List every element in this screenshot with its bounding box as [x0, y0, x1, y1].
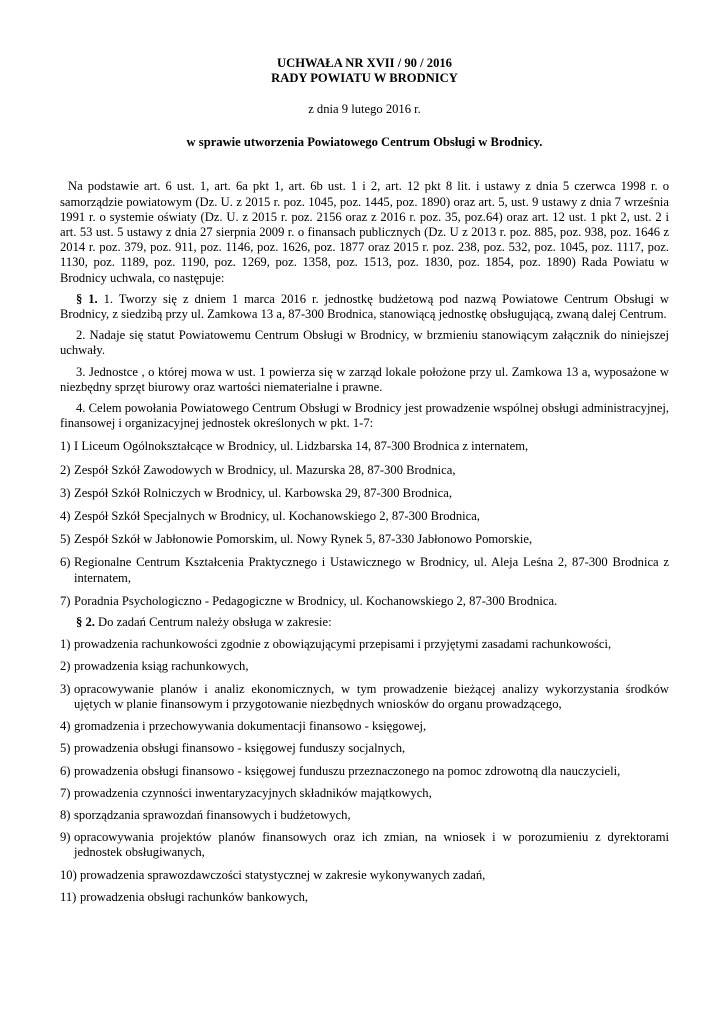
list-item-number: 7)	[60, 593, 71, 608]
list-item-text: prowadzenia obsługi finansowo - księgowej funduszu przeznaczonego na pomoc zdrowotną dla nauczycieli,	[74, 763, 621, 778]
list-item-text: Zespół Szkół Rolniczych w Brodnicy, ul. Karbowska 29, 87-300 Brodnica,	[74, 485, 452, 500]
list-item-text: prowadzenia sprawozdawczości statystycznej w zakresie wykonywanych zadań,	[80, 867, 486, 882]
list-item-text: prowadzenia ksiąg rachunkowych,	[74, 659, 249, 674]
list-item-number: 3)	[60, 681, 71, 696]
list-item-number: 6)	[60, 555, 71, 570]
list-item-number: 4)	[60, 509, 71, 524]
list-item	[60, 532, 669, 547]
list-item-text: Zespół Szkół Zawodowych w Brodnicy, ul. Mazurska 28, 87-300 Brodnica,	[74, 462, 456, 477]
list-item	[60, 868, 669, 883]
list-item	[60, 786, 669, 801]
section-1-mark: § 1.	[76, 291, 98, 306]
list-item-text: opracowywanie planów i analiz ekonomicznych, w tym prowadzenie bieżącej analizy wykorzystania środków ujętych w planie finansowym i przygotowanie niezbędnych wniosków do organu prowadzącego,	[74, 681, 669, 711]
list-item	[60, 509, 669, 524]
list-item	[60, 830, 669, 860]
section-1-paragraph-1-text: 1. Tworzy się z dniem 1 marca 2016 r. jednostkę budżetową pod nazwą Powiatowe Centrum Obsługi w Brodnicy, z siedzibą przy ul. Zamkowa 13 a, 87-300 Brodnica, stanowiącą jednostkę obsługującą, zwaną dalej Centrum.	[60, 291, 670, 322]
list-item-number: 1)	[60, 439, 71, 454]
list-item	[60, 890, 669, 905]
section-2-intro-text: Do zadań Centrum należy obsługa w zakresie:	[94, 615, 332, 630]
section-2-paragraph	[60, 615, 669, 630]
list-item	[60, 555, 669, 585]
list-item	[60, 659, 669, 674]
list-item-text: prowadzenia obsługi rachunków bankowych,	[80, 889, 309, 904]
resolution-number: UCHWAŁA NR XVII / 90 / 2016	[277, 56, 452, 70]
list-item-text: sporządzania sprawozdań finansowych i budżetowych,	[74, 807, 351, 822]
list-item-number: 7)	[60, 785, 71, 800]
list-item	[60, 594, 669, 609]
list-item-number: 8)	[60, 807, 71, 822]
list-item-text: Zespół Szkół w Jabłonowie Pomorskim, ul. Nowy Rynek 5, 87-330 Jabłonowo Pomorskie,	[74, 532, 533, 547]
list-item-text: prowadzenia obsługi finansowo - księgowej funduszy socjalnych,	[74, 741, 406, 756]
list-item-text: Zespół Szkół Specjalnych w Brodnicy, ul. Kochanowskiego 2, 87-300 Brodnica,	[74, 509, 480, 524]
list-item	[60, 719, 669, 734]
list-item-number: 10)	[60, 867, 77, 882]
list-item-text: prowadzenia czynności inwentaryzacyjnych składników majątkowych,	[74, 785, 432, 800]
list-item	[60, 486, 669, 501]
list-item-number: 4)	[60, 719, 71, 734]
section-1-paragraph-1	[60, 292, 669, 322]
list-item-number: 2)	[60, 462, 71, 477]
tasks-list	[60, 637, 669, 905]
list-item	[60, 463, 669, 478]
list-item-text: Poradnia Psychologiczno - Pedagogiczne w Brodnicy, ul. Kochanowskiego 2, 87-300 Brodnica.	[74, 593, 558, 608]
list-item-text: opracowywania projektów planów finansowych oraz ich zmian, na wniosek i w porozumieniu z dyrektorami jednostek obsługiwanych,	[74, 830, 669, 860]
list-item-number: 5)	[60, 741, 71, 756]
list-item-text: gromadzenia i przechowywania dokumentacji finansowo - księgowej,	[74, 719, 427, 734]
list-item-number: 6)	[60, 763, 71, 778]
list-item-number: 11)	[60, 889, 77, 904]
section-1-paragraph-4: 4. Celem powołania Powiatowego Centrum Obsługi w Brodnicy jest prowadzenie wspólnej obsługi administracyjnej, finansowej i organizacyjnej jednostek określonych w pkt. 1-7:	[60, 401, 669, 431]
list-item	[60, 439, 669, 454]
list-item-number: 3)	[60, 485, 71, 500]
list-item-text: Regionalne Centrum Kształcenia Praktycznego i Ustawicznego w Brodnicy, ul. Aleja Leśna 2, 87-300 Brodnica z internatem,	[74, 555, 669, 585]
section-1-paragraph-2: 2. Nadaje się statut Powiatowemu Centrum Obsługi w Brodnicy, w brzmieniu stanowiącym załącznik do niniejszej uchwały.	[60, 328, 669, 358]
list-item-number: 5)	[60, 532, 71, 547]
list-item-number: 9)	[60, 830, 71, 845]
list-item	[60, 637, 669, 652]
resolution-title	[60, 56, 669, 86]
section-2-mark: § 2.	[76, 615, 95, 630]
list-item-number: 1)	[60, 637, 71, 652]
list-item-text: I Liceum Ogólnokształcące w Brodnicy, ul. Lidzbarska 14, 87-300 Brodnica z internatem,	[74, 439, 529, 454]
list-item	[60, 764, 669, 779]
resolution-date: z dnia 9 lutego 2016 r.	[308, 102, 421, 116]
served-units-list	[60, 439, 669, 609]
council-name: RADY POWIATU W BRODNICY	[271, 71, 458, 85]
list-item	[60, 808, 669, 823]
section-1-paragraph-3: 3. Jednostce , o której mowa w ust. 1 powierza się w zarząd lokale położone przy ul. Zamkowa 13 a, wyposażone w niezbędny sprzęt biurowy oraz wartości niematerialne i prawne.	[60, 364, 669, 394]
list-item	[60, 741, 669, 756]
legal-basis-paragraph: Na podstawie art. 6 ust. 1, art. 6a pkt 1, art. 6b ust. 1 i 2, art. 12 pkt 8 lit. i ustawy z dnia 5 czerwca 1998 r. o samorządzie powiatowym (Dz. U. z 2015 r. poz. 1045, poz. 1445, poz. 1890) oraz art. 5, ust. 9 ustawy z dnia 7 września 1991 r. o systemie oświaty (Dz. U. z 2015 r. poz. 2156 oraz z 2016 r. poz. 35, poz.64) oraz art. 12 ust. 1 pkt 2, ust. 2 i art. 53 ust. 5 ustawy z dnia 27 sierpnia 2009 r. o finansach publicznych (Dz. U z 2013 r. poz. 885, poz. 938, poz. 1646 z 2014 r. poz. 379, poz. 911, poz. 1146, poz. 1626, poz. 1877 oraz 2015 r. poz. 238, poz. 532, poz. 1045, poz. 1117, poz. 1130, poz. 1189, poz. 1190, poz. 1269, poz. 1358, poz. 1513, poz. 1830, poz. 1854, poz. 1890) Rada Powiatu w Brodnicy uchwala, co następuje:	[60, 179, 669, 285]
list-item-number: 2)	[60, 659, 71, 674]
list-item	[60, 682, 669, 712]
list-item-text: prowadzenia rachunkowości zgodnie z obowiązującymi przepisami i przyjętymi zasadami rachunkowości,	[74, 637, 612, 652]
resolution-subject: w sprawie utworzenia Powiatowego Centrum Obsługi w Brodnicy.	[186, 135, 543, 150]
